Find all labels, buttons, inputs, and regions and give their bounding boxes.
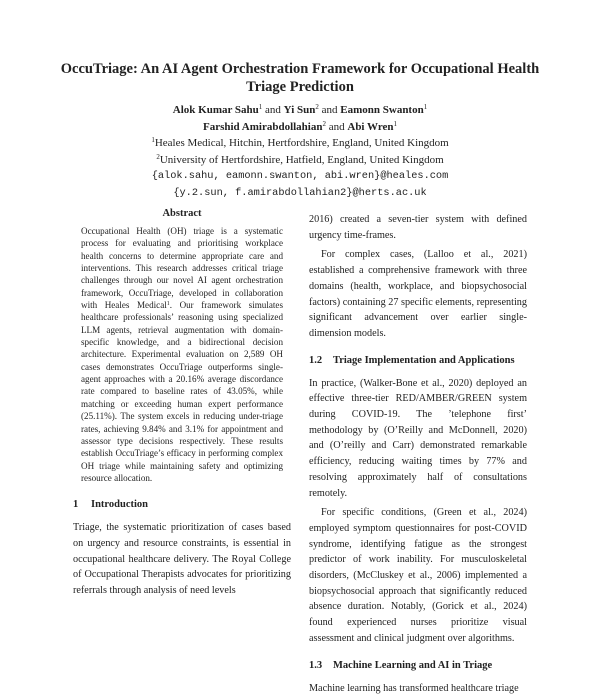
intro-paragraph: Triage, the systematic prioritization of cases based on urgency and resource constraints, is essential in occupational healthcare delivery. The Royal College of Occupational Therapists advocates for prioritizing referrals through analysis of need levels xyxy=(73,522,291,597)
affiliation-sup: 2 xyxy=(156,152,160,161)
paragraph: For specific conditions, (Green et al., 2024) employed symptom questionnaires for post-COVID syndrome, identifying fatigue as the strongest predictor of work inability. For musculoskeletal disorders, (McCluskey et al., 2006) implemented a biopsychosocial approach that significantly reduced absence duration. Notably, (Gorick et al., 2024) found experienced nurses prioritize visual assessment and clinical judgment over algorithms. xyxy=(309,507,527,644)
section-number: 1 xyxy=(73,499,79,511)
paragraph: For complex cases, (Lalloo et al., 2021) established a comprehensive framework with three domains (health, workplace, and biopsychosocial factors) containing 27 specific elements, representing significant advancement over earlier single-dimension models. xyxy=(309,249,527,339)
author-name: Eamonn Swanton xyxy=(340,104,424,116)
section-number: 1.2 xyxy=(309,354,323,366)
author-sup: 1 xyxy=(258,103,263,111)
and-word: and xyxy=(321,104,338,116)
paragraph: 2016) created a seven-tier system with defined urgency time-frames. xyxy=(309,214,527,241)
and-word: and xyxy=(265,104,281,116)
affiliation-sup: 1 xyxy=(151,136,155,144)
affiliation-text: Heales Medical, Hitchin, Hertfordshire, England, United Kingdom xyxy=(154,137,449,149)
author-sup: 2 xyxy=(315,103,319,111)
author-name: Yi Sun xyxy=(283,104,316,116)
paragraph: Machine learning has transformed healthcare triage xyxy=(309,682,519,694)
intro-heading xyxy=(73,498,291,512)
paragraph: In practice, (Walker-Bone et al., 2020) deployed an effective three-tier RED/AMBER/GREEN system during COVID-19. The ’telephone first’ methodology by (O’Reilly and McDonnell, 2020) and (O’reilly and Carr) demonstrated remarkable efficiency, reducing waiting times by 77% and resolving approximately half of consultations remotely. xyxy=(309,377,527,499)
affiliation-text: University of Hertfordshire, Hatfield, England, United Kingdom xyxy=(159,153,444,166)
abstract-text-part: Occupational Health (OH) triage is a systematic process for evaluating and prioritising workplace health concerns to determine appropriate care and interventions. This research addresses critical triage challenges through our novel AI agent orchestration framework, OccuTriage, developed in collaboration with Heales Medical xyxy=(81,226,283,311)
author-block xyxy=(40,102,560,201)
and-word: and xyxy=(328,120,345,133)
section-title: Triage Implementation and Applications xyxy=(333,354,515,366)
email-line-2: {y.2.sun, f.amirabdollahian2}@herts.ac.uk xyxy=(173,186,427,199)
subsection-heading-1-3 xyxy=(309,659,527,673)
abstract-text xyxy=(81,225,283,484)
section-title: Introduction xyxy=(91,499,148,511)
section-title: Machine Learning and AI in Triage xyxy=(333,659,493,671)
author-sup: 1 xyxy=(393,119,398,128)
author-name: Alok Kumar Sahu xyxy=(172,104,259,116)
author-name: Abi Wren xyxy=(347,120,394,133)
email-line-1: {alok.sahu, eamonn.swanton, abi.wren}@heales.com xyxy=(151,170,449,182)
author-line-2 xyxy=(40,119,560,136)
affiliation-1 xyxy=(40,135,560,152)
author-line-1 xyxy=(40,102,560,119)
author-sup: 1 xyxy=(423,103,428,111)
footnote-mark[interactable]: 1 xyxy=(166,301,170,308)
right-column xyxy=(309,212,527,696)
left-column xyxy=(73,208,291,599)
subsection-heading-1-2 xyxy=(309,354,527,368)
abstract-text-part: . Our framework simulates healthcare professionals’ reasoning using specialized LLM agents, retrieval augmentation with domain-specific knowledge, and a bidirectional decision architecture. Experimental evaluation on 2,589 OH cases demonstrates OccuTriage outperforms single-agent approaches with a 20.16% average discordance rate compared to baseline rates of 43.05%, while matching or exceeding human expert performance (25.11%). The system excels in reducing under-triage rates, achieving 9.84% and 3.1% for appointment and assessor type decisions respectively. These results establish OccuTriage’s efficacy in performing complex OH triage while maintaining safety and optimizing resource allocation. xyxy=(81,300,284,483)
abstract-heading: Abstract xyxy=(162,208,202,219)
affiliation-2 xyxy=(40,152,560,169)
author-sup: 2 xyxy=(322,119,326,128)
author-name: Farshid Amirabdollahian xyxy=(202,120,323,133)
section-number: 1.3 xyxy=(309,659,323,671)
paper-title: OccuTriage: An AI Agent Orchestration Framework for Occupational Health Triage Prediction xyxy=(60,61,540,95)
